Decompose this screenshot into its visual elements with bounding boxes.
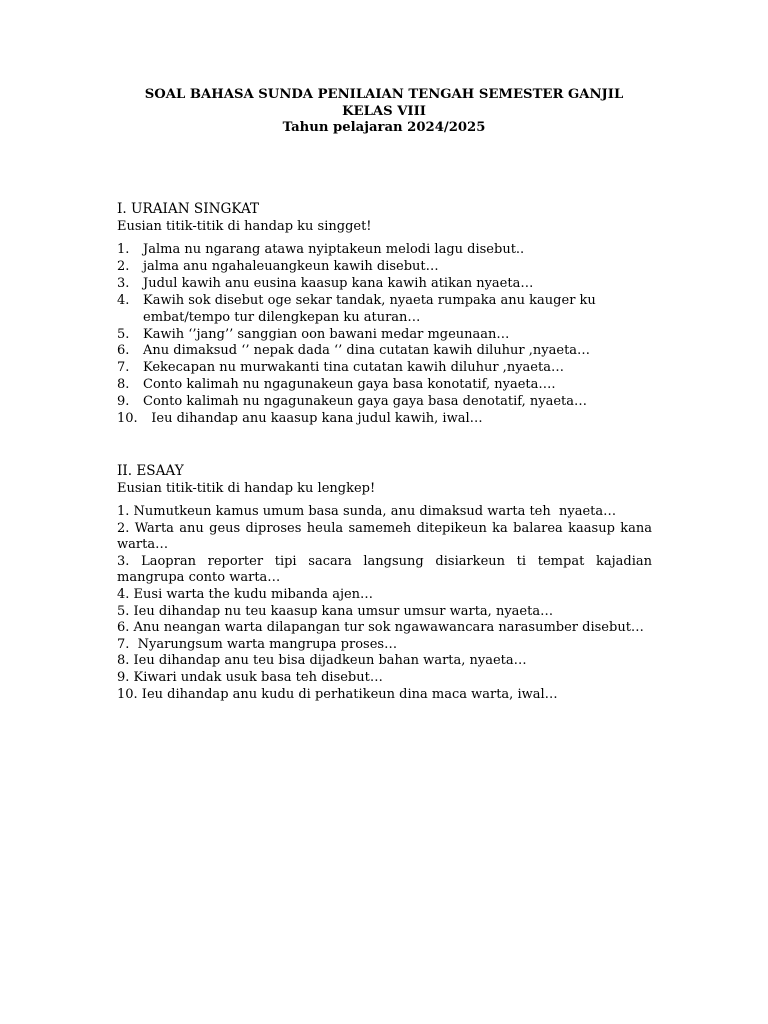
essay-question-item: 1. Numutkeun kamus umum basa sunda, anu dimaksud warta teh nyaeta… — [117, 504, 617, 519]
question-item — [117, 394, 652, 411]
question-text: Ieu dihandap anu kaasup kana judul kawih, iwal… — [143, 411, 483, 427]
question-number: 2. — [117, 258, 130, 274]
question-number: 4. — [117, 292, 130, 308]
question-number: 1. — [117, 242, 130, 257]
essay-question-item: 4. Eusi warta the kudu mibanda ajen… — [117, 586, 374, 602]
section-1-instruction: Eusian titik-titik di handap ku singget! — [117, 219, 372, 234]
question-number: 10. — [117, 411, 138, 427]
question-text: Judul kawih anu eusina kaasup kana kawih atikan nyaeta… — [143, 275, 534, 291]
section-2-question-list — [117, 504, 657, 703]
document-header — [0, 87, 768, 137]
question-item — [117, 293, 652, 327]
essay-question-item: 9. Kiwari undak usuk basa teh disebut… — [117, 669, 383, 685]
essay-question-item: 10. Ieu dihandap anu kudu di perhatikeun dina maca warta, iwal… — [117, 686, 558, 702]
question-number: 9. — [117, 394, 130, 410]
question-item — [117, 377, 652, 394]
essay-question-item: 6. Anu neangan warta dilapangan tur sok ngawawancara narasumber disebut… — [117, 620, 644, 636]
question-item — [117, 411, 652, 428]
section-essay — [117, 463, 657, 703]
question-number: 8. — [117, 377, 130, 393]
question-item — [117, 242, 652, 259]
section-2-instruction: Eusian titik-titik di handap ku lengkep! — [117, 481, 376, 496]
header-title: SOAL BAHASA SUNDA PENILAIAN TENGAH SEMESTER GANJIL — [144, 87, 624, 102]
question-number: 6. — [117, 343, 130, 359]
question-text: Jalma nu ngarang atawa nyiptakeun melodi lagu disebut.. — [143, 242, 525, 257]
essay-question-item: 2. Warta anu geus diproses heula samemeh ditepikeun ka balarea kaasup kana warta… — [117, 520, 657, 553]
essay-question-item: 3. Laopran reporter tipi sacara langsung disiarkeun ti tempat kajadian mangrupa conto warta… — [117, 553, 657, 586]
essay-question-item: 8. Ieu dihandap anu teu bisa dijadkeun bahan warta, nyaeta… — [117, 653, 527, 669]
question-item — [117, 259, 652, 276]
question-text: jalma anu ngahaleuangkeun kawih disebut… — [143, 258, 439, 274]
question-number: 5. — [117, 326, 130, 342]
question-text: Conto kalimah nu ngagunakeun gaya gaya basa denotatif, nyaeta… — [143, 394, 587, 410]
question-text: Kawih ‘’jang’’ sanggian oon bawani medar mgeunaan… — [143, 326, 510, 342]
question-item — [117, 343, 652, 360]
question-text: Kekecapan nu murwakanti tina cutatan kawih diluhur ,nyaeta… — [143, 360, 564, 376]
question-item — [117, 360, 652, 377]
section-1-title: I. URAIAN SINGKAT — [117, 201, 260, 217]
question-text: Anu dimaksud ‘’ nepak dada ‘’ dina cutatan kawih diluhur ,nyaeta… — [143, 343, 591, 359]
question-item — [117, 276, 652, 293]
section-1-question-list — [117, 242, 652, 428]
section-2-title: II. ESAAY — [117, 463, 184, 479]
essay-question-item: 7. Nyarungsum warta mangrupa proses… — [117, 636, 398, 652]
header-class: KELAS VIII — [342, 103, 426, 119]
question-number: 3. — [117, 275, 130, 291]
question-number: 7. — [117, 360, 130, 376]
question-text: Conto kalimah nu ngagunakeun gaya basa konotatif, nyaeta…. — [143, 377, 556, 393]
question-text: Kawih sok disebut oge sekar tandak, nyaeta rumpaka anu kauger ku embat/tempo tur dilengkepan ku aturan… — [143, 292, 600, 325]
header-year: Tahun pelajaran 2024/2025 — [282, 120, 486, 135]
question-item — [117, 327, 652, 344]
section-short-answer — [117, 201, 652, 428]
essay-question-item: 5. Ieu dihandap nu teu kaasup kana umsur umsur warta, nyaeta… — [117, 603, 554, 619]
